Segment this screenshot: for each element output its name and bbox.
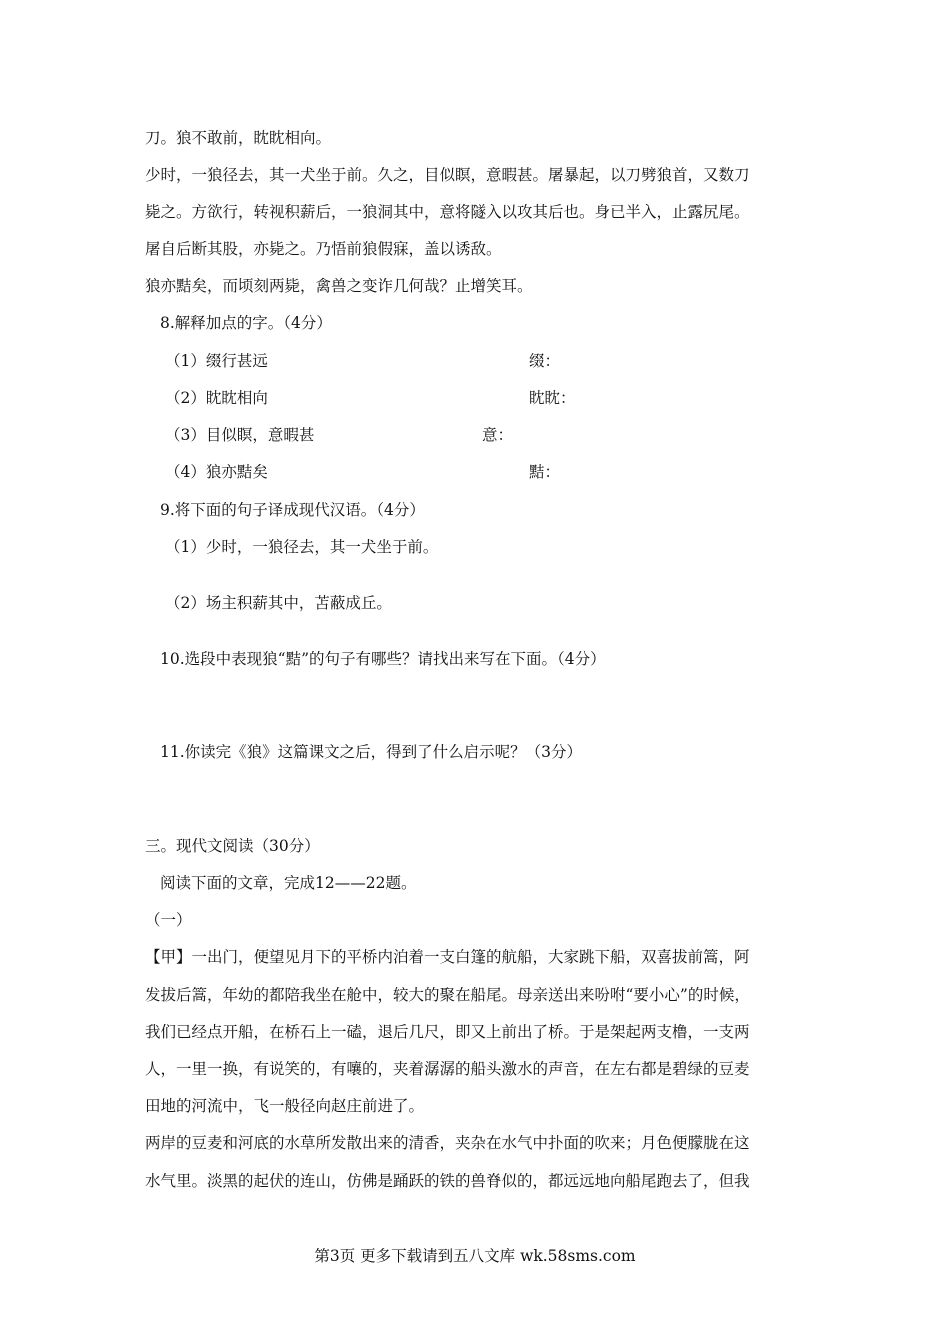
passage-line: 毙之。方欲行，转视积薪后，一狼洞其中，意将隧入以攻其后也。身已半入，止露尻尾。 (145, 203, 750, 221)
article-line: 人，一里一换，有说笑的，有嚷的，夹着潺潺的船头激水的声音，在左右都是碧绿的豆麦 (145, 1060, 750, 1078)
article-line: 田地的河流中，飞一般径向赵庄前进了。 (145, 1097, 425, 1115)
passage-line: 屠自后断其股，亦毙之。乃悟前狼假寐，盖以诱敌。 (145, 240, 502, 258)
q8-item-answer: 眈眈： (529, 389, 576, 407)
section-3-instruction: 阅读下面的文章，完成12——22题。 (160, 874, 417, 892)
passage-line: 少时，一狼径去，其一犬坐于前。久之，目似瞑，意暇甚。屠暴起，以刀劈狼首，又数刀 (145, 166, 750, 184)
q8-item-phrase: （1）缀行甚远 (165, 352, 268, 370)
article-line: 发拔后篙，年幼的都陪我坐在舱中，较大的聚在船尾。母亲送出来吩咐“要小心”的时候， (145, 986, 750, 1004)
article-line: 我们已经点开船，在桥石上一磕，退后几尺，即又上前出了桥。于是架起两支橹，一支两 (145, 1023, 750, 1041)
section-3-part: （一） (145, 911, 192, 929)
q9-item: （2）场主积薪其中，苫蔽成丘。 (165, 594, 392, 612)
section-3-title: 三。现代文阅读（30分） (145, 837, 320, 855)
question-8-title: 8.解释加点的字。（4分） (160, 314, 332, 332)
page-footer: 第3页 更多下载请到五八文库 wk.58sms.com (314, 1247, 636, 1265)
q8-item-answer: 缀： (529, 352, 561, 370)
q8-item-phrase: （2）眈眈相向 (165, 389, 268, 407)
article-line: 两岸的豆麦和河底的水草所发散出来的清香，夹杂在水气中扑面的吹来；月色便朦胧在这 (145, 1134, 750, 1152)
passage-line: 狼亦黠矣，而顷刻两毙，禽兽之变诈几何哉？止增笑耳。 (145, 277, 533, 295)
article-line: 【甲】一出门，便望见月下的平桥内泊着一支白篷的航船，大家跳下船，双喜拔前篙，阿 (145, 948, 750, 966)
q9-item: （1）少时，一狼径去，其一犬坐于前。 (165, 538, 439, 556)
question-9-title: 9.将下面的句子译成现代汉语。（4分） (160, 501, 425, 519)
question-11: 11.你读完《狼》这篇课文之后，得到了什么启示呢？（3分） (160, 743, 583, 761)
passage-line: 刀。狼不敢前，眈眈相向。 (145, 129, 332, 147)
q8-item-phrase: （4）狼亦黠矣 (165, 463, 268, 481)
q8-item-phrase: （3）目似瞑，意暇甚 (165, 426, 315, 444)
q8-item-answer: 意： (482, 426, 514, 444)
article-line: 水气里。淡黑的起伏的连山，仿佛是踊跃的铁的兽脊似的，都远远地向船尾跑去了，但我 (145, 1172, 750, 1190)
q8-item-answer: 黠： (529, 463, 561, 481)
question-10: 10.选段中表现狼“黠”的句子有哪些？请找出来写在下面。（4分） (160, 650, 606, 668)
